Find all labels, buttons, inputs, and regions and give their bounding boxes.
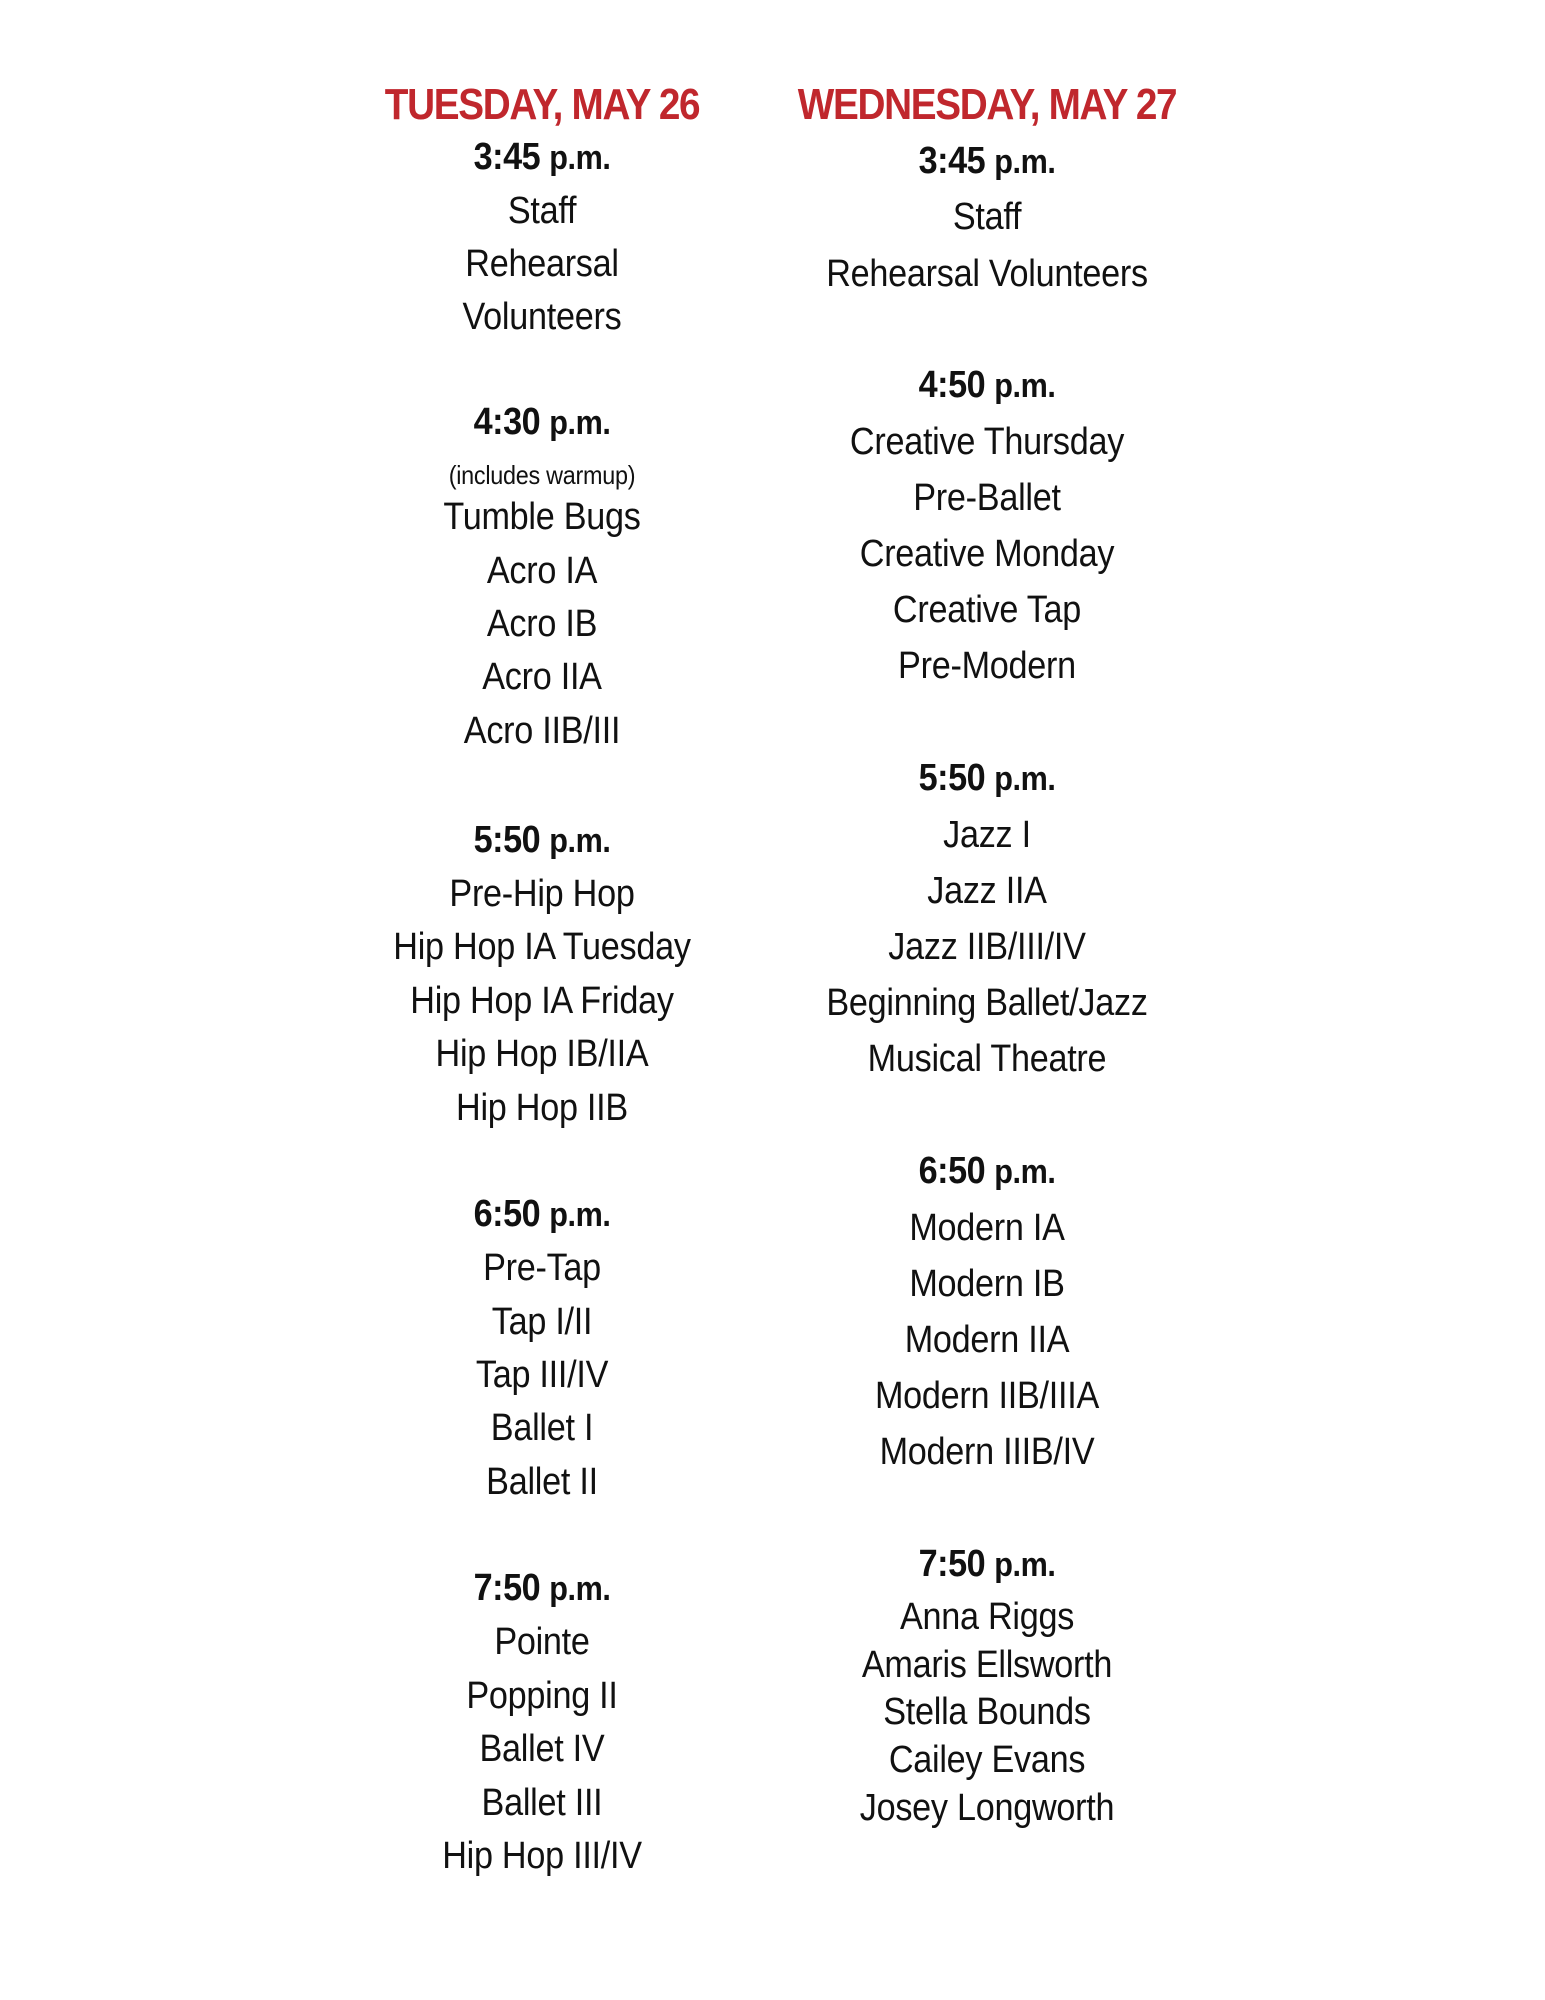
schedule-item: Rehearsal Volunteers [826,253,1148,295]
schedule-item: Acro IA [486,550,598,592]
schedule-item: Anna Riggs [899,1596,1075,1638]
tuesday-heading: TUESDAY, MAY 26 [384,80,700,129]
schedule-item: Pointe [494,1621,590,1663]
schedule-item: Ballet II [486,1461,598,1503]
schedule-item: Jazz I [943,814,1031,856]
schedule-item: Pre-Tap [483,1247,601,1289]
time-note: (includes warmup) [448,460,636,490]
schedule-item: Jazz IIB/III/IV [888,926,1086,968]
schedule-item: Modern IIA [904,1319,1070,1361]
schedule-item: Pre-Ballet [913,477,1061,519]
time-value: 4:30 [473,401,541,443]
schedule-item: Beginning Ballet/Jazz [826,982,1148,1024]
schedule-item: Staff [952,196,1022,238]
schedule-item: Tumble Bugs [443,496,641,538]
time-ampm: p.m. [994,367,1056,405]
schedule-item: Modern IIB/IIIA [874,1375,1100,1417]
time-value: 3:45 [473,136,541,178]
time-value: 6:50 [473,1193,541,1235]
time-slot [776,1150,1199,1193]
time-value: 5:50 [918,757,986,799]
time-value: 6:50 [918,1150,986,1192]
schedule-item: Cailey Evans [888,1739,1086,1781]
schedule-item: Musical Theatre [867,1038,1107,1080]
time-ampm: p.m. [994,1153,1056,1191]
time-value: 7:50 [473,1567,541,1609]
schedule-item: Amaris Ellsworth [861,1644,1113,1686]
time-slot [776,140,1199,183]
schedule-item: Pre-Hip Hop [449,873,635,915]
schedule-item: Jazz IIA [927,870,1047,912]
schedule-item: Tap III/IV [475,1354,609,1396]
schedule-item: Pre-Modern [898,645,1076,687]
time-slot [776,1543,1199,1586]
time-ampm: p.m. [549,1196,611,1234]
time-value: 5:50 [473,819,541,861]
schedule-item: Ballet III [481,1782,603,1824]
schedule-item: Rehearsal [465,243,619,285]
time-ampm: p.m. [549,822,611,860]
schedule-item: Hip Hop IA Friday [410,980,674,1022]
schedule-item: Stella Bounds [883,1691,1091,1733]
schedule-item: Creative Thursday [849,421,1125,463]
schedule-item: Staff [507,190,577,232]
schedule-item: Josey Longworth [859,1787,1115,1829]
schedule-item: Acro IIA [482,656,602,698]
time-slot [362,1193,722,1236]
schedule-item: Creative Monday [859,533,1115,575]
schedule-item: Volunteers [462,296,622,338]
schedule-item: Acro IB [486,603,598,645]
schedule-item: Creative Tap [892,589,1082,631]
wednesday-heading: WEDNESDAY, MAY 27 [797,80,1177,129]
time-ampm: p.m. [549,139,611,177]
time-ampm: p.m. [549,1570,611,1608]
time-value: 3:45 [918,140,986,182]
schedule-item: Modern IB [909,1263,1065,1305]
schedule-item: Acro IIB/III [463,710,621,752]
time-ampm: p.m. [994,143,1056,181]
time-ampm: p.m. [994,1546,1056,1584]
schedule-item: Ballet IV [479,1728,605,1770]
time-slot [776,757,1199,800]
schedule-item: Hip Hop IA Tuesday [393,926,691,968]
schedule-item: Tap I/II [491,1301,593,1343]
schedule-item: Hip Hop III/IV [442,1835,642,1877]
time-slot [362,136,722,179]
schedule-item: Modern IIIB/IV [879,1431,1095,1473]
time-slot [362,1567,722,1610]
time-value: 7:50 [918,1543,986,1585]
time-slot [362,819,722,862]
time-slot [362,401,722,444]
time-ampm: p.m. [549,404,611,442]
time-ampm: p.m. [994,760,1056,798]
schedule-item: Ballet I [490,1407,594,1449]
schedule-item: Popping II [466,1675,618,1717]
schedule-item: Hip Hop IIB [456,1087,628,1129]
schedule-item: Modern IA [909,1207,1065,1249]
time-value: 4:50 [918,364,986,406]
time-slot [776,364,1199,407]
schedule-item: Hip Hop IB/IIA [435,1033,649,1075]
